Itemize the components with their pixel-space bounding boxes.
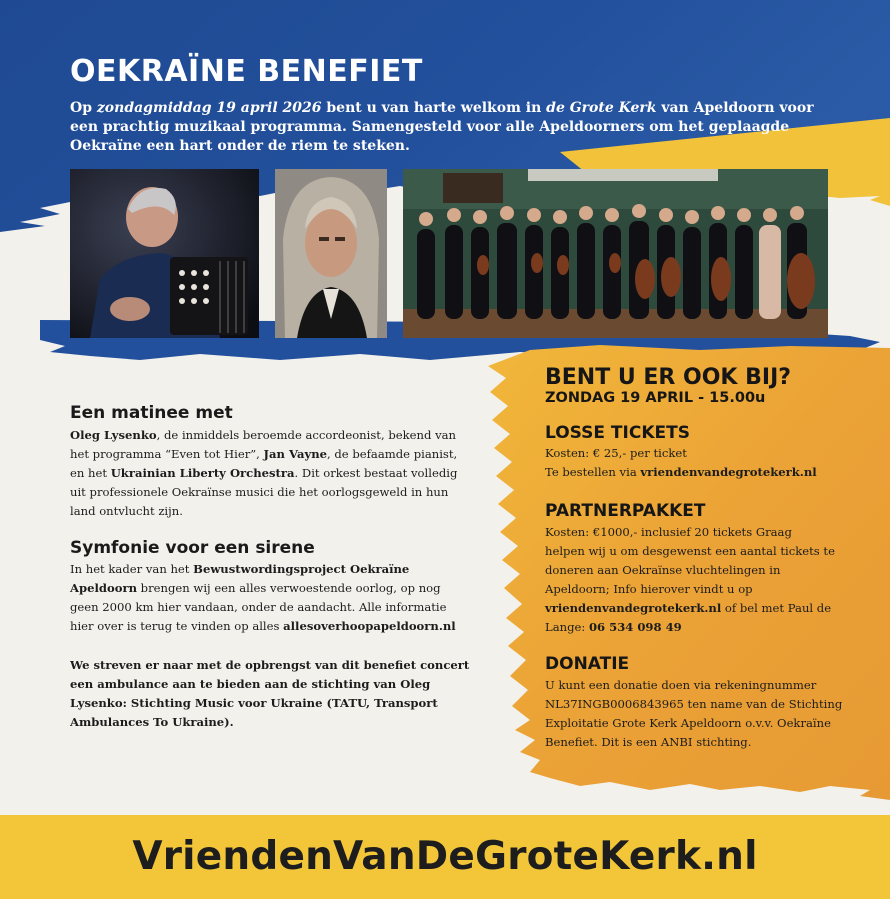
symfonie-text: In het kader van het Bewustwordingsproject Oekraïne Apeldoorn brengen wij een alles verwoestende oorlog, op nog geen 2000 km hier vandaan, onder de aandacht. Alle informatie hier over is terug te vinden op alles allesoverhoopapeldoorn.nl — [70, 562, 456, 633]
event-date: zondagmiddag 19 april 2026 — [96, 100, 322, 116]
footer-banner — [0, 815, 890, 899]
orchestra-group-photo — [403, 169, 828, 338]
long-haired-man-photo — [275, 169, 387, 338]
accordion-player-photo — [70, 169, 259, 338]
orchestra-group-image — [403, 169, 828, 338]
tickets-order-link[interactable]: vriendenvandegrotekerk.nl — [640, 465, 817, 479]
donatie-heading: DONATIE — [545, 654, 630, 674]
partner-phone: 06 534 098 49 — [588, 620, 682, 634]
matinee-heading: Een matinee met — [70, 403, 233, 423]
tickets-heading: LOSSE TICKETS — [545, 423, 690, 443]
partner-info-link[interactable]: vriendenvandegrotekerk.nl — [545, 601, 722, 615]
donatie-text: U kunt een donatie doen via rekeningnummer NL37INGB0006843965 ten name van de Stichting Exploitatie Grote Kerk Apeldoorn o.v.v. Oekraïne Benefiet. Dit is een ANBI stichting. — [545, 678, 843, 749]
mission-statement: We streven er naar met de opbrengst van dit benefiet concert een ambulance aan te bieden aan de stichting van Oleg Lysenko: Stichting Music voor Ukraine (TATU, Transport Ambulances To Ukraine). — [70, 658, 470, 729]
allesoverhoop-link[interactable]: allesoverhoopapeldoorn.nl — [283, 619, 456, 633]
footer-website-link[interactable]: VriendenVanDeGroteKerk.nl — [132, 834, 758, 879]
long-haired-man-image — [275, 169, 387, 338]
venue-name: de Grote Kerk — [546, 100, 657, 116]
intro-text: Op zondagmiddag 19 april 2026 bent u van harte welkom in de Grote Kerk van Apeldoorn voor een prachtig muzikaal programma. Samengesteld voor alle Apeldoorners om het geplaagde Oekraïne een hart onder de riem te steken. — [70, 100, 814, 154]
accordion-player-image — [70, 169, 259, 338]
partner-heading: PARTNERPAKKET — [545, 501, 706, 521]
partner-text: Kosten: €1000,- inclusief 20 tickets Graag helpen wij u om desgewenst een aantal tickets te doneren aan Oekraïnse vluchtelingen in Apeldoorn; Info hierover vindt u op vriendenvandegrotekerk.nl of bel met Paul de Lange: 06 534 098 49 — [545, 525, 835, 634]
cta-title: BENT U ER OOK BIJ? — [545, 365, 792, 390]
event-datetime: ZONDAG 19 APRIL - 15.00u — [545, 390, 766, 406]
page-title: OEKRAÏNE BENEFIET — [70, 54, 423, 89]
tickets-text: Kosten: € 25,- per ticket Te bestellen via vriendenvandegrotekerk.nl — [545, 446, 817, 479]
matinee-text: Oleg Lysenko, de inmiddels beroemde accordeonist, bekend van het programma “Even tot Hier”, Jan Vayne, de befaamde pianist, en het Ukrainian Liberty Orchestra. Dit orkest bestaat volledig uit professionele Oekraïnse musici die het oorlogsgeweld in hun land ontvlucht zijn. — [70, 428, 458, 518]
symfonie-heading: Symfonie voor een sirene — [70, 538, 315, 558]
